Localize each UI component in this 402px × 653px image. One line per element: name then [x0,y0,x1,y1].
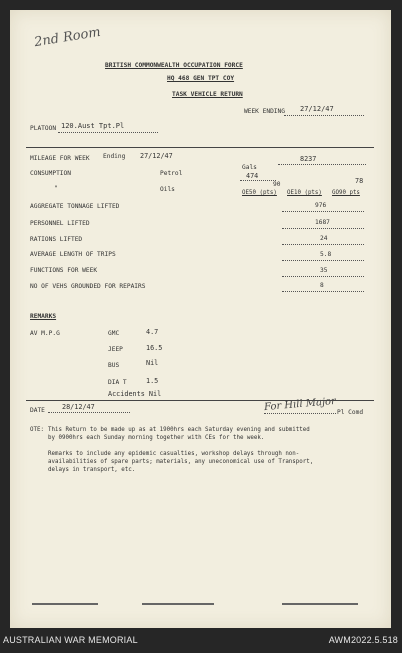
remarks-label: REMARKS [30,313,57,320]
trips-label: AVERAGE LENGTH OF TRIPS [30,251,116,258]
week-ending-line [284,115,364,116]
oil-column-2: OE10 (pts) [287,190,322,196]
rations-value: 24 [320,235,328,242]
vehicle-gmc: GMC [108,330,120,337]
tonnage-value: 976 [315,202,327,209]
note-line-2: by 0900hrs each Sunday morning together with CEs for the week. [48,435,265,441]
note-label: OTE: [30,427,44,433]
week-ending-value: 27/12/47 [300,105,334,113]
pl-comd-label: Pl Comd [337,409,364,416]
mpg-jeep: 16.5 [146,344,163,352]
platoon-label: PLATOON [30,125,57,132]
title-line-2: HQ 468 GEN TPT COY [167,75,235,82]
oil-column-1: OE50 (pts) [242,190,277,196]
bottom-mark-left [32,603,98,605]
mileage-line [278,164,366,165]
mpg-label: AV M.P.G [30,330,60,337]
vehicle-jeep: JEEP [108,346,123,353]
platoon-value: 120.Aust Tpt.Pl [61,122,125,130]
vehicle-dia-t: DIA T [108,379,127,386]
vehicle-bus: BUS [108,362,120,369]
grounded-label: NO OF VEHS GROUNDED FOR REPAIRS [30,283,146,290]
bottom-mark-right [282,603,358,605]
mileage-value: 8237 [300,155,317,163]
personnel-value: 1687 [315,219,330,226]
personnel-label: PERSONNEL LIFTED [30,220,90,227]
oil-column-3: GO90 pts [332,190,360,196]
gals-label: Gals [242,164,257,171]
ditto-mark: " [54,185,58,192]
tonnage-label: AGGREGATE TONNAGE LIFTED [30,203,120,210]
archive-caption-right: AWM2022.5.518 [328,635,398,645]
personnel-line [282,228,364,229]
grounded-value: 8 [320,282,324,289]
consumption-label: CONSUMPTION [30,170,71,177]
petrol-label: Petrol [160,170,183,177]
rations-line [282,244,364,245]
petrol-value: 474 [246,172,259,180]
grounded-line [282,291,364,292]
rations-label: RATIONS LIFTED [30,236,83,243]
date-value: 28/12/47 [62,403,95,411]
mpg-gmc: 4.7 [146,328,159,336]
title-line-3: TASK VEHICLE RETURN [172,91,243,98]
trips-line [282,260,364,261]
week-ending-label: WEEK ENDING [244,108,285,115]
oil2-value: 78 [355,177,364,185]
note-line-1: This Return to be made up as at 1900hrs each Saturday evening and submitted [48,427,310,433]
signature-line [264,413,336,414]
bottom-mark-center [142,603,214,605]
mpg-dia-t: 1.5 [146,377,159,385]
archive-caption-left: AUSTRALIAN WAR MEMORIAL [3,635,138,645]
document-page [10,10,391,628]
platoon-line [58,132,158,133]
functions-line [282,276,364,277]
note-line-5: delays in transport, etc. [48,467,136,473]
title-line-1: BRITISH COMMONWEALTH OCCUPATION FORCE [105,62,243,69]
mileage-ending-label: Ending [103,153,126,160]
petrol-line [240,180,276,181]
functions-value: 35 [320,267,328,274]
accidents-note: Accidents Nil [108,390,162,398]
oils-label: Oils [160,186,175,193]
mileage-label: MILEAGE FOR WEEK [30,155,90,162]
note-line-3: Remarks to include any epidemic casualties, workshop delays through non- [48,451,300,457]
handwritten-note: 2nd Room [33,24,102,51]
tonnage-line [282,211,364,212]
mpg-bus: Nil [146,359,159,367]
oil1-value: 90 [273,181,281,188]
functions-label: FUNCTIONS FOR WEEK [30,267,98,274]
note-line-4: availabilities of spare parts; materials, any uneconomical use of Transport, [48,459,314,465]
header-rule [26,147,374,148]
trips-value: 5.8 [320,251,332,258]
signature: For Hill Major [263,395,337,414]
mileage-ending-date: 27/12/47 [140,152,173,160]
date-label: DATE [30,407,45,414]
date-line [48,412,130,413]
